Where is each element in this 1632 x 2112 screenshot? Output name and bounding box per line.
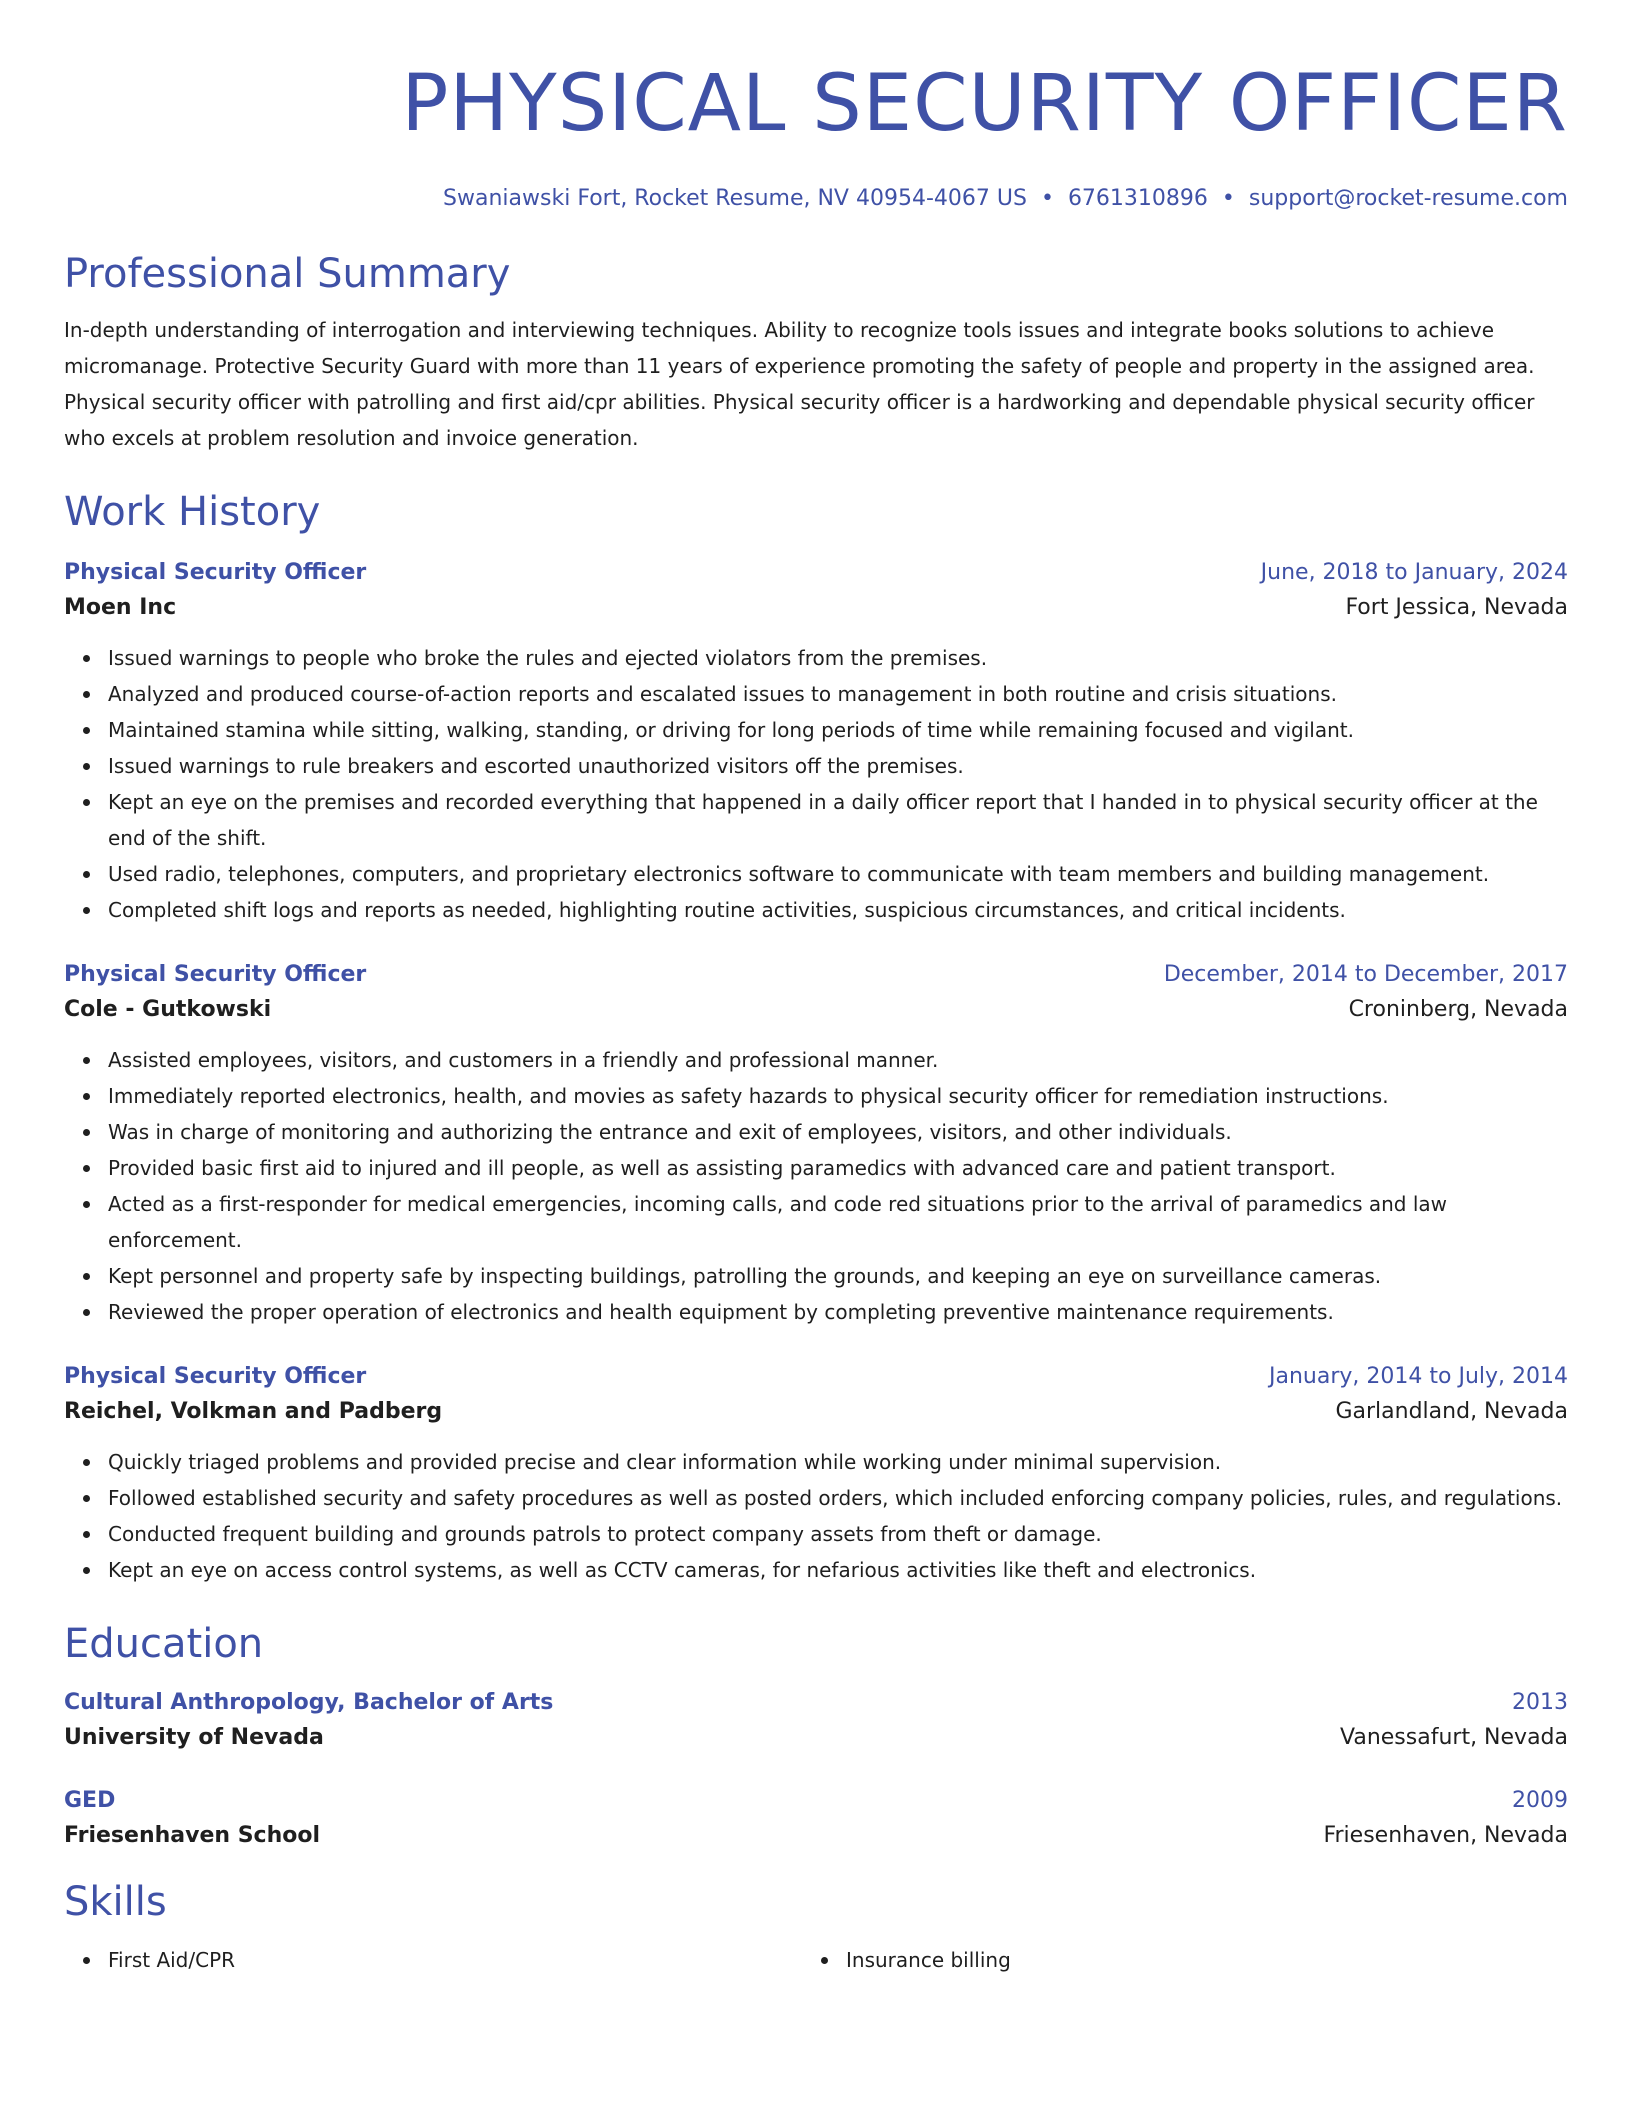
candidate-name: PHYSICAL SECURITY OFFICER xyxy=(401,59,1568,149)
education-year: 2013 xyxy=(1512,1690,1568,1715)
bullet-item: Acted as a first-responder for medical emergencies, incoming calls, and code red situations prior to the arrival of paramedics and law enforcement. xyxy=(108,1186,1568,1258)
job-bullets xyxy=(64,1444,1568,1588)
education-degree: GED xyxy=(64,1788,116,1813)
bullet-item: Issued warnings to people who broke the rules and ejected violators from the premises. xyxy=(108,640,1568,676)
bullet-item: Assisted employees, visitors, and customers in a friendly and professional manner. xyxy=(108,1042,1568,1078)
job-dates: June, 2018 to January, 2024 xyxy=(1260,560,1568,585)
contact-phone: 6761310896 xyxy=(1067,186,1208,211)
bullet-item: Provided basic first aid to injured and ill people, as well as assisting paramedics with advanced care and patient transport. xyxy=(108,1150,1568,1186)
bullet-item: Analyzed and produced course-of-action reports and escalated issues to management in both routine and crisis situations. xyxy=(108,676,1568,712)
job-title: Physical Security Officer xyxy=(64,1364,367,1389)
bullet-item: Maintained stamina while sitting, walking, standing, or driving for long periods of time while remaining focused and vigilant. xyxy=(108,712,1568,748)
education-entry xyxy=(64,1784,1568,1854)
section-title-work-history: Work History xyxy=(64,489,321,535)
job-dates: January, 2014 to July, 2014 xyxy=(1269,1364,1568,1389)
skills-list xyxy=(64,1942,1568,1978)
section-title-summary: Professional Summary xyxy=(64,251,511,297)
bullet-item: Immediately reported electronics, health, and movies as safety hazards to physical security officer for remediation instructions. xyxy=(108,1078,1568,1114)
job-bullets xyxy=(64,640,1568,928)
job-title: Physical Security Officer xyxy=(64,962,367,987)
contact-line xyxy=(64,184,1568,214)
contact-separator: • xyxy=(1040,186,1054,211)
resume-page xyxy=(64,0,1568,1978)
bullet-item: Completed shift logs and reports as needed, highlighting routine activities, suspicious circumstances, and critical incidents. xyxy=(108,892,1568,928)
job-entry xyxy=(64,1360,1568,1588)
resume-header xyxy=(64,0,1568,214)
job-company: Cole - Gutkowski xyxy=(64,997,272,1022)
skill-item: First Aid/CPR xyxy=(108,1942,802,1978)
bullet-item: Reviewed the proper operation of electronics and health equipment by completing preventive maintenance requirements. xyxy=(108,1294,1568,1330)
bullet-item: Used radio, telephones, computers, and proprietary electronics software to communicate with team members and building management. xyxy=(108,856,1568,892)
job-location: Fort Jessica, Nevada xyxy=(1345,595,1568,620)
job-location: Croninberg, Nevada xyxy=(1348,997,1568,1022)
education-location: Vanessafurt, Nevada xyxy=(1340,1725,1568,1750)
contact-separator: • xyxy=(1221,186,1235,211)
contact-email[interactable]: support@rocket-resume.com xyxy=(1248,186,1568,211)
bullet-item: Was in charge of monitoring and authorizing the entrance and exit of employees, visitors, and other individuals. xyxy=(108,1114,1568,1150)
skills-column-right xyxy=(802,1942,1540,1978)
bullet-item: Conducted frequent building and grounds patrols to protect company assets from theft or damage. xyxy=(108,1516,1568,1552)
job-bullets xyxy=(64,1042,1568,1330)
bullet-item: Followed established security and safety procedures as well as posted orders, which included enforcing company policies, rules, and regulations. xyxy=(108,1480,1568,1516)
job-company: Moen Inc xyxy=(64,595,177,620)
job-location: Garlandland, Nevada xyxy=(1335,1399,1568,1424)
skill-item: Insurance billing xyxy=(846,1942,1540,1978)
job-entry xyxy=(64,556,1568,928)
education-location: Friesenhaven, Nevada xyxy=(1323,1823,1568,1848)
skills-column-left xyxy=(64,1942,802,1978)
education-entry xyxy=(64,1686,1568,1756)
bullet-item: Kept an eye on access control systems, as well as CCTV cameras, for nefarious activities like theft and electronics. xyxy=(108,1552,1568,1588)
education-school: University of Nevada xyxy=(64,1725,324,1750)
bullet-item: Kept personnel and property safe by inspecting buildings, patrolling the grounds, and keeping an eye on surveillance cameras. xyxy=(108,1258,1568,1294)
contact-address: Swaniawski Fort, Rocket Resume, NV 40954-4067 US xyxy=(443,186,1027,211)
education-degree: Cultural Anthropology, Bachelor of Arts xyxy=(64,1690,554,1715)
bullet-item: Quickly triaged problems and provided precise and clear information while working under minimal supervision. xyxy=(108,1444,1568,1480)
job-title: Physical Security Officer xyxy=(64,560,367,585)
bullet-item: Kept an eye on the premises and recorded everything that happened in a daily officer report that I handed in to physical security officer at the end of the shift. xyxy=(108,784,1568,856)
job-company: Reichel, Volkman and Padberg xyxy=(64,1399,443,1424)
education-year: 2009 xyxy=(1512,1788,1568,1813)
bullet-item: Issued warnings to rule breakers and escorted unauthorized visitors off the premises. xyxy=(108,748,1568,784)
education-school: Friesenhaven School xyxy=(64,1823,321,1848)
summary-text: In-depth understanding of interrogation and interviewing techniques. Ability to recognize tools issues and integrate books solutions to achieve micromanage. Protective Security Guard with more than 11 years of experience promoting the safety of people and property in the assigned area. Physical security officer with patrolling and first aid/cpr abilities. Physical security officer is a hardworking and dependable physical security officer who excels at problem resolution and invoice generation. xyxy=(64,318,1535,450)
section-title-education: Education xyxy=(64,1621,264,1667)
job-entry xyxy=(64,958,1568,1330)
job-dates: December, 2014 to December, 2017 xyxy=(1163,962,1568,987)
section-title-skills: Skills xyxy=(64,1879,167,1925)
